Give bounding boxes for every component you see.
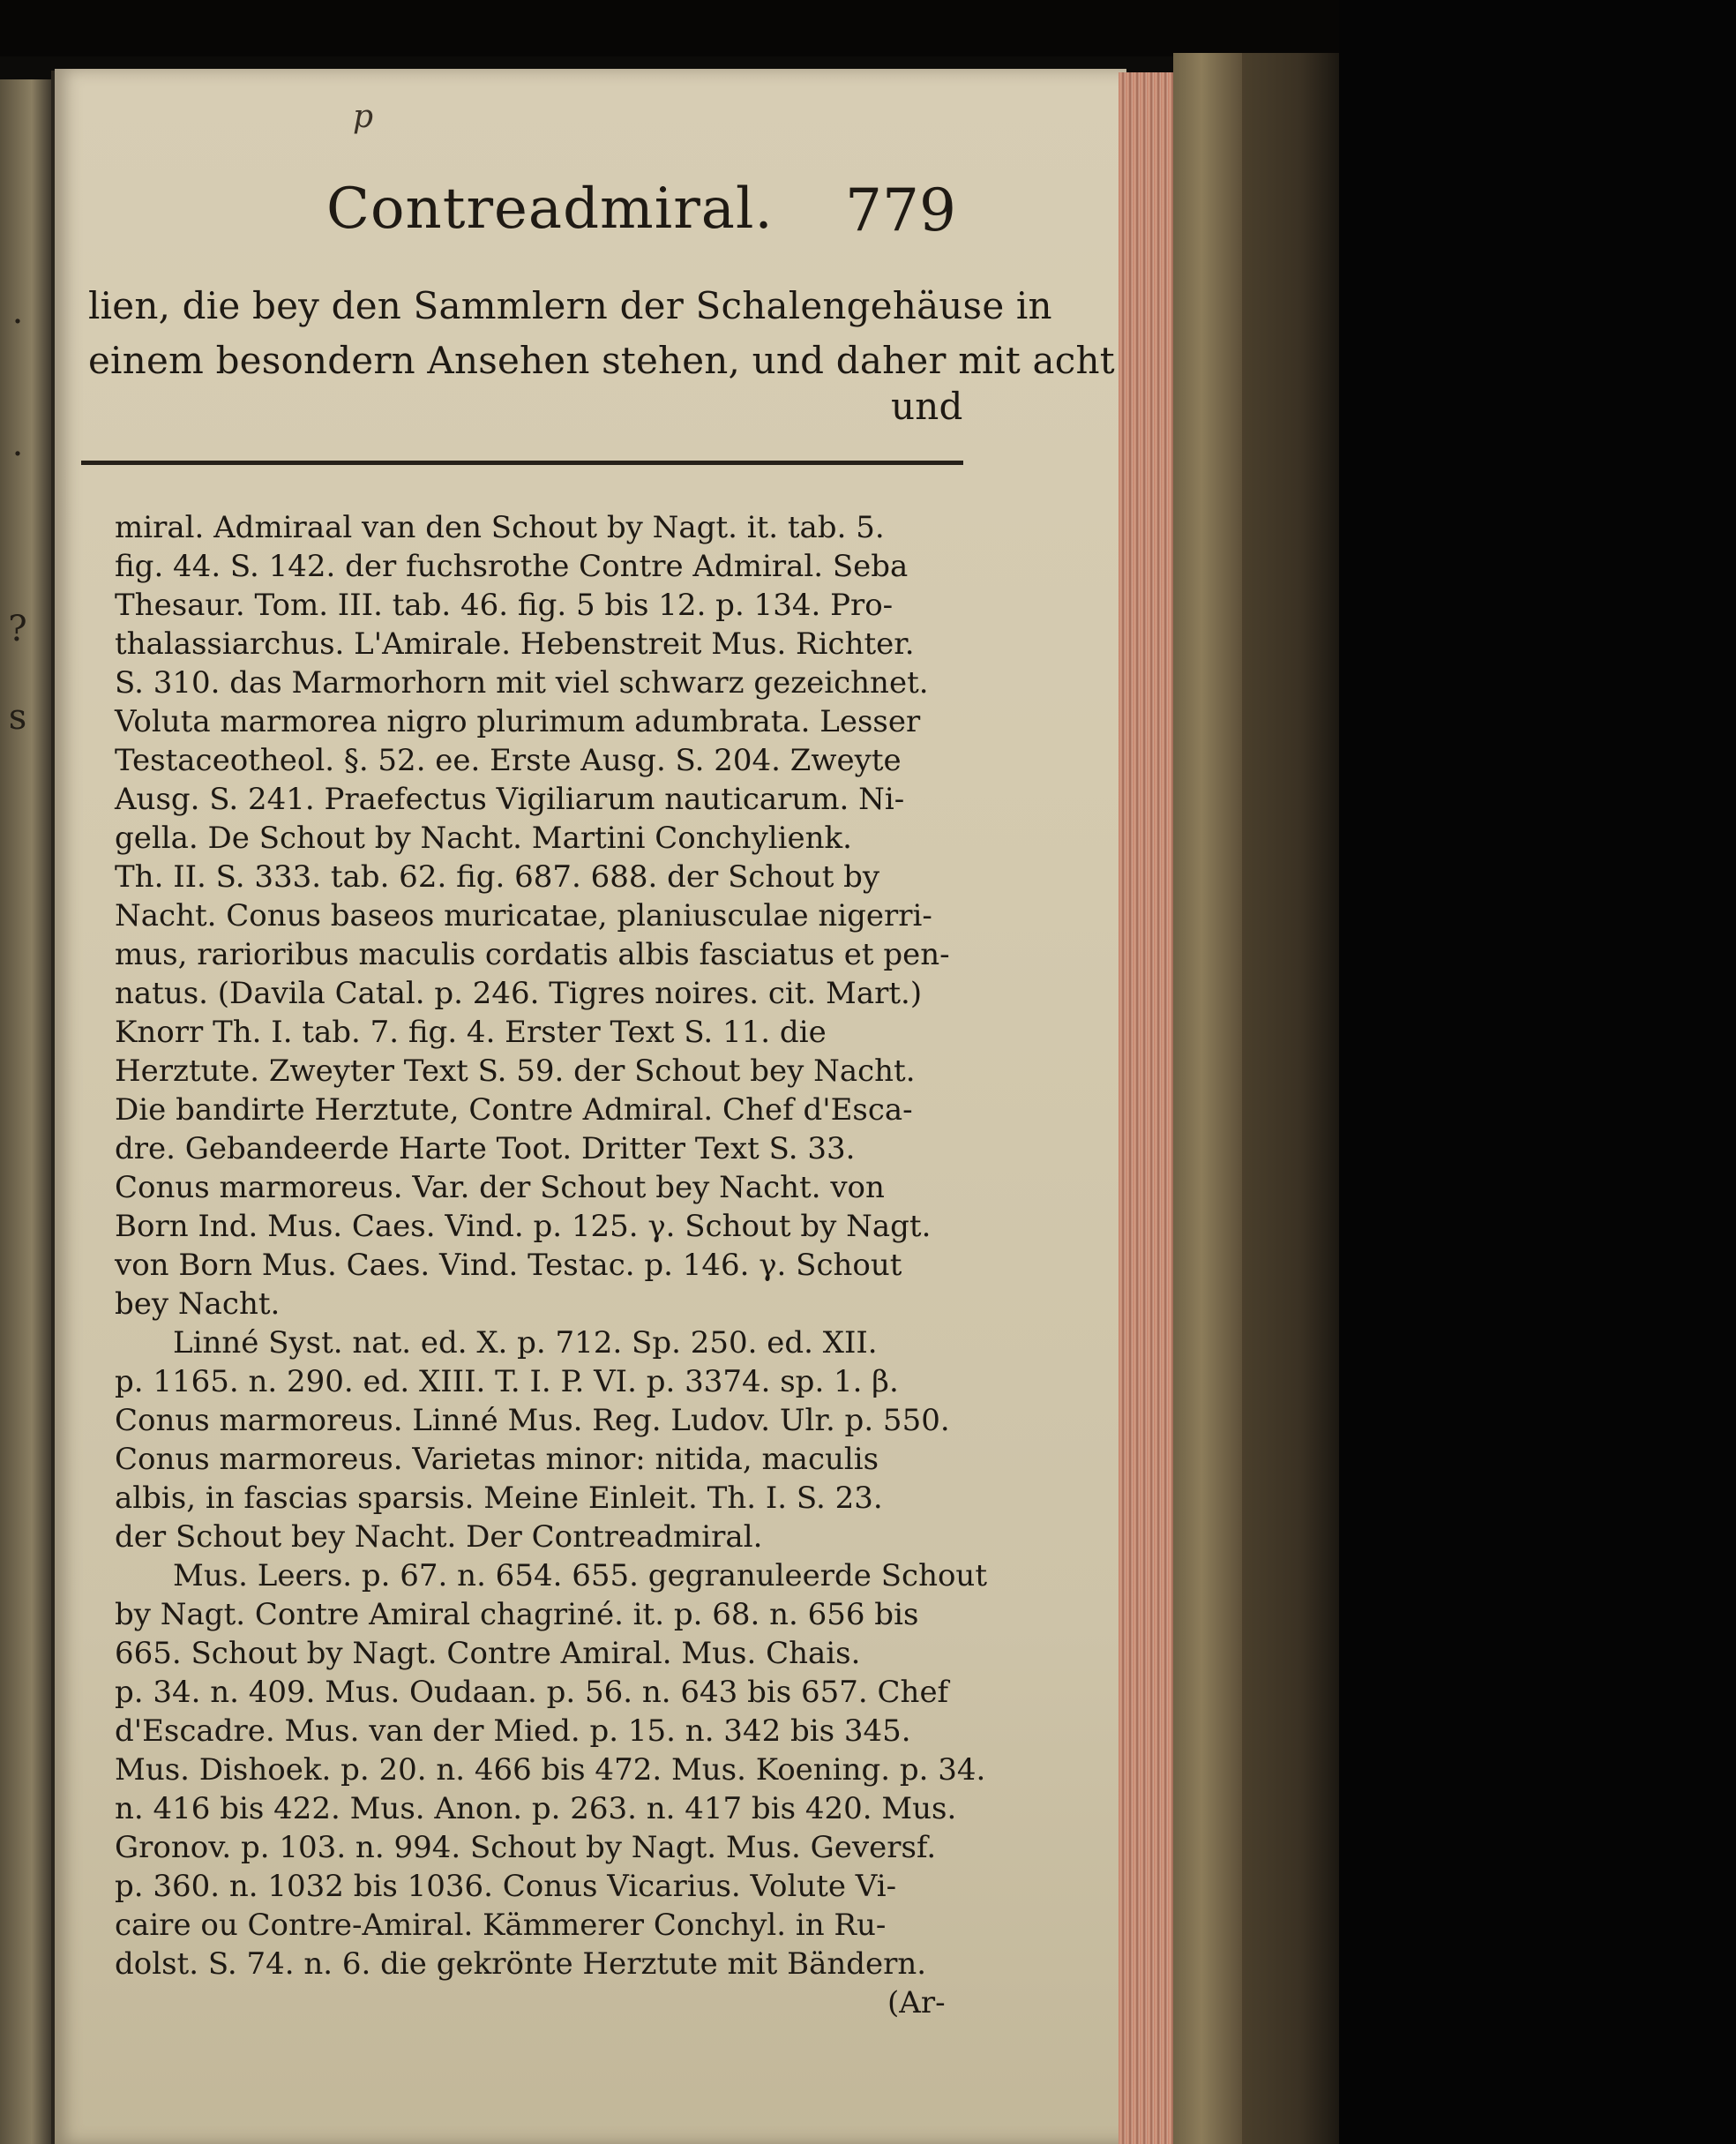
footnote-line: Mus. Dishoek. p. 20. n. 466 bis 472. Mus. Koening. p. 34. — [115, 1752, 986, 1788]
footnote-line: Conus marmoreus. Varietas minor: nitida, maculis — [115, 1442, 879, 1477]
footnote-line: von Born Mus. Caes. Vind. Testac. p. 146. γ. Schout — [115, 1248, 902, 1283]
footnote-line: albis, in fascias sparsis. Meine Einleit. Th. I. S. 23. — [115, 1481, 883, 1516]
footnote-line: miral. Admiraal van den Schout by Nagt. it. tab. 5. — [115, 510, 885, 545]
footnote-line: Gronov. p. 103. n. 994. Schout by Nagt. Mus. Geversf. — [115, 1830, 937, 1865]
book-cover-edge — [1173, 53, 1244, 2144]
left-page-mark: ? — [8, 609, 27, 649]
footnote-line: Born Ind. Mus. Caes. Vind. p. 125. γ. Schout by Nagt. — [115, 1209, 932, 1244]
footnote-line: natus. (Davila Catal. p. 246. Tigres noires. cit. Mart.) — [115, 976, 923, 1011]
footnote-line: bey Nacht. — [115, 1286, 281, 1322]
footnote-line: Th. II. S. 333. tab. 62. fig. 687. 688. der Schout by — [115, 859, 880, 895]
page-number: 779 — [845, 176, 956, 244]
footnote-line: p. 1165. n. 290. ed. XIII. T. I. P. VI. p. 3374. sp. 1. β. — [115, 1364, 899, 1399]
page-edges — [1119, 72, 1180, 2144]
footnote-line: dolst. S. 74. n. 6. die gekrönte Herztute mit Bändern. — [115, 1946, 927, 1982]
footnote-line: dre. Gebandeerde Harte Toot. Dritter Text S. 33. — [115, 1131, 856, 1166]
scan-background-top — [0, 0, 1339, 56]
pencil-mark: p — [353, 99, 374, 135]
footnote-line: Testaceotheol. §. 52. ee. Erste Ausg. S. 204. Zweyte — [115, 743, 902, 778]
footnote-line: Herztute. Zweyter Text S. 59. der Schout bey Nacht. — [115, 1053, 916, 1089]
footnote-line: gella. De Schout by Nacht. Martini Conchylienk. — [115, 821, 852, 856]
footnote-line: Nacht. Conus baseos muricatae, planiusculae nigerri- — [115, 898, 932, 933]
footnote-line: caire ou Contre-Amiral. Kämmerer Conchyl. in Ru- — [115, 1908, 887, 1943]
footnote-line: fig. 44. S. 142. der fuchsrothe Contre Admiral. Seba — [115, 549, 909, 584]
left-page-mark: . — [11, 424, 24, 464]
running-head: Contreadmiral. — [326, 176, 774, 242]
footnote-line: Linné Syst. nat. ed. X. p. 712. Sp. 250. ed. XII. — [173, 1325, 878, 1361]
body-line: einem besondern Ansehen stehen, und daher mit acht — [88, 339, 1115, 382]
left-page-mark: . — [11, 291, 24, 332]
left-page-mark: s — [8, 697, 27, 738]
footnote-line: Ausg. S. 241. Praefectus Vigiliarum nauticarum. Ni- — [115, 782, 905, 817]
left-page-sliver — [0, 79, 53, 2144]
footnote-line: Mus. Leers. p. 67. n. 654. 655. gegranuleerde Schout — [173, 1558, 987, 1593]
footnote-line: S. 310. das Marmorhorn mit viel schwarz gezeichnet. — [115, 665, 929, 701]
footnote-line: der Schout bey Nacht. Der Contreadmiral. — [115, 1519, 763, 1555]
footnote-line: Conus marmoreus. Var. der Schout bey Nacht. von — [115, 1170, 885, 1205]
book-cover-spine — [1242, 53, 1339, 2144]
footnote-line: p. 34. n. 409. Mus. Oudaan. p. 56. n. 643 bis 657. Chef — [115, 1675, 949, 1710]
footnote-line: p. 360. n. 1032 bis 1036. Conus Vicarius. Volute Vi- — [115, 1869, 897, 1904]
footnote-line: Die bandirte Herztute, Contre Admiral. Chef d'Esca- — [115, 1092, 913, 1128]
footnote-line: Thesaur. Tom. III. tab. 46. fig. 5 bis 12. p. 134. Pro- — [115, 588, 894, 623]
footnote-rule — [81, 461, 963, 465]
body-line: und — [891, 385, 963, 428]
footnote-line: Voluta marmorea nigro plurimum adumbrata. Lesser — [115, 704, 921, 739]
body-line: lien, die bey den Sammlern der Schalengehäuse in — [88, 284, 1052, 327]
footnote-line: Conus marmoreus. Linné Mus. Reg. Ludov. Ulr. p. 550. — [115, 1403, 950, 1438]
footnote-line: 665. Schout by Nagt. Contre Amiral. Mus. Chais. — [115, 1636, 861, 1671]
footnote-line: by Nagt. Contre Amiral chagriné. it. p. 68. n. 656 bis — [115, 1597, 919, 1632]
scan-background-right — [1339, 0, 1736, 2144]
footnote-line: Knorr Th. I. tab. 7. fig. 4. Erster Text S. 11. die — [115, 1015, 827, 1050]
footnote-line: mus, rarioribus maculis cordatis albis fasciatus et pen- — [115, 937, 950, 972]
footnote-line: thalassiarchus. L'Amirale. Hebenstreit Mus. Richter. — [115, 626, 915, 662]
footnote-line: d'Escadre. Mus. van der Mied. p. 15. n. 342 bis 345. — [115, 1713, 911, 1749]
footnote-line: n. 416 bis 422. Mus. Anon. p. 263. n. 417 bis 420. Mus. — [115, 1791, 957, 1826]
footnote-catchword: (Ar- — [887, 1985, 946, 2020]
